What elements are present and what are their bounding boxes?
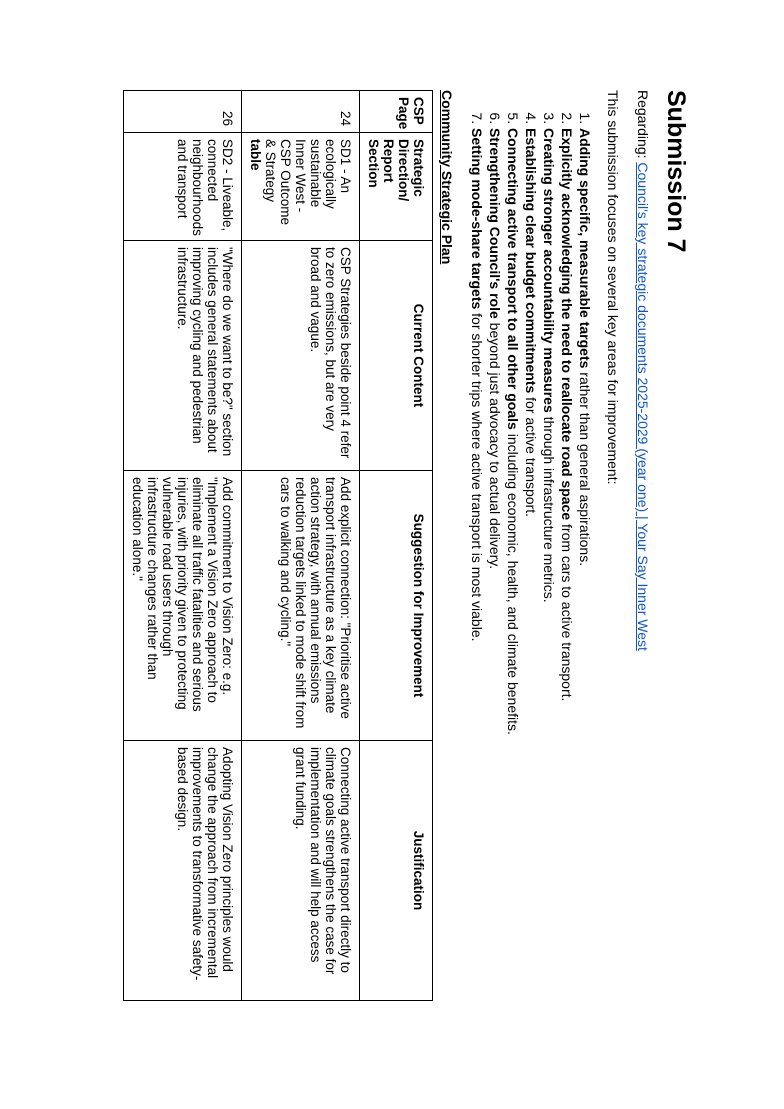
header-csp-page: CSP Page — [360, 91, 433, 133]
cell-page: 26 — [124, 91, 242, 133]
list-item — [577, 128, 593, 1010]
list-item-bold: Adding specific, measurable targets — [577, 128, 593, 369]
document-content — [123, 90, 714, 1010]
list-item — [487, 128, 503, 1010]
cell-current: CSP Strategies beside point 4 refer to zero emissions, but are very broad and vague. — [242, 241, 360, 471]
list-item-bold: Establishing clear budget commitments — [523, 128, 539, 394]
list-item-bold: Explicitly acknowledging the need to reallocate road space — [559, 128, 575, 521]
cell-direction — [124, 133, 242, 241]
cell-direction-text: SD2 - Liveable, connected neighbourhoods and transport — [175, 139, 235, 236]
cell-justification: Adopting Vision Zero principles would change the approach from incremental improvements to transformative safety-based design. — [124, 741, 242, 1001]
list-item-bold: Creating stronger accountability measures — [541, 128, 557, 413]
cell-direction-bold: table — [248, 139, 263, 171]
strategic-documents-link[interactable]: Council's key strategic documents 2025-2029 (year one) | Your Say Inner West — [635, 162, 651, 651]
cell-current: "Where do we want to be?" section includes general statements about improving cycling and pedestrian infrastructure. — [124, 241, 242, 471]
list-item-bold: Setting mode-share targets — [469, 128, 485, 310]
list-item-bold: Strengthening Council's role — [487, 128, 503, 319]
regarding-label: Regarding: — [635, 90, 651, 159]
page-title: Submission 7 — [662, 90, 690, 253]
cell-suggestion: Add explicit connection: "Prioritise active transport infrastructure as a key climate action strategy, with annual emissions reduction targets linked to mode shift from cars to walking and cycling." — [242, 471, 360, 741]
list-item-text: including economic, health, and climate benefits. — [505, 429, 521, 735]
regarding-line — [635, 90, 651, 1010]
list-item-text: from cars to active transport. — [559, 520, 575, 702]
section-title: Community Strategic Plan — [439, 90, 455, 265]
cell-suggestion: Add commitment to Vision Zero: e.g. "Implement a Vision Zero approach to eliminate all traffic fatalities and serious injuries, with priority given to protecting vulnerable road users through infrastructure changes rather than education alone." — [124, 471, 242, 741]
improvement-areas-list — [469, 90, 593, 1010]
header-strategic-direction: Strategic Direction/ Report Section — [360, 133, 433, 241]
cell-direction — [242, 133, 360, 241]
header-justification: Justification — [360, 741, 433, 1001]
intro-text: This submission focuses on several key areas for improvement: — [605, 90, 621, 485]
list-item-text: for active transport. — [523, 393, 539, 517]
list-item — [541, 128, 557, 1010]
cell-direction-text: SD1 - An ecologically sustainable Inner West - CSP Outcome & Strategy — [263, 139, 353, 226]
header-current-content: Current Content — [360, 241, 433, 471]
table-header-row — [360, 91, 433, 1001]
table-row — [124, 91, 242, 1001]
list-item-text: beyond just advocacy to actual delivery. — [487, 318, 503, 570]
csp-table — [123, 90, 433, 1001]
list-item-bold: Connecting active transport to all other goals — [505, 128, 521, 430]
header-suggestion: Suggestion for Improvement — [360, 471, 433, 741]
list-item — [523, 128, 539, 1010]
list-item-text: for shorter trips where active transport is most viable. — [469, 309, 485, 642]
cell-page: 24 — [242, 91, 360, 133]
table-row — [242, 91, 360, 1001]
list-item — [559, 128, 575, 1010]
list-item — [469, 128, 485, 1010]
list-item-text: rather than general aspirations. — [577, 368, 593, 567]
list-item-text: through infrastructure metrics. — [541, 412, 557, 603]
cell-justification: Connecting active transport directly to climate goals strengthens the case for implementation and will help access grant funding. — [242, 741, 360, 1001]
list-item — [505, 128, 521, 1010]
